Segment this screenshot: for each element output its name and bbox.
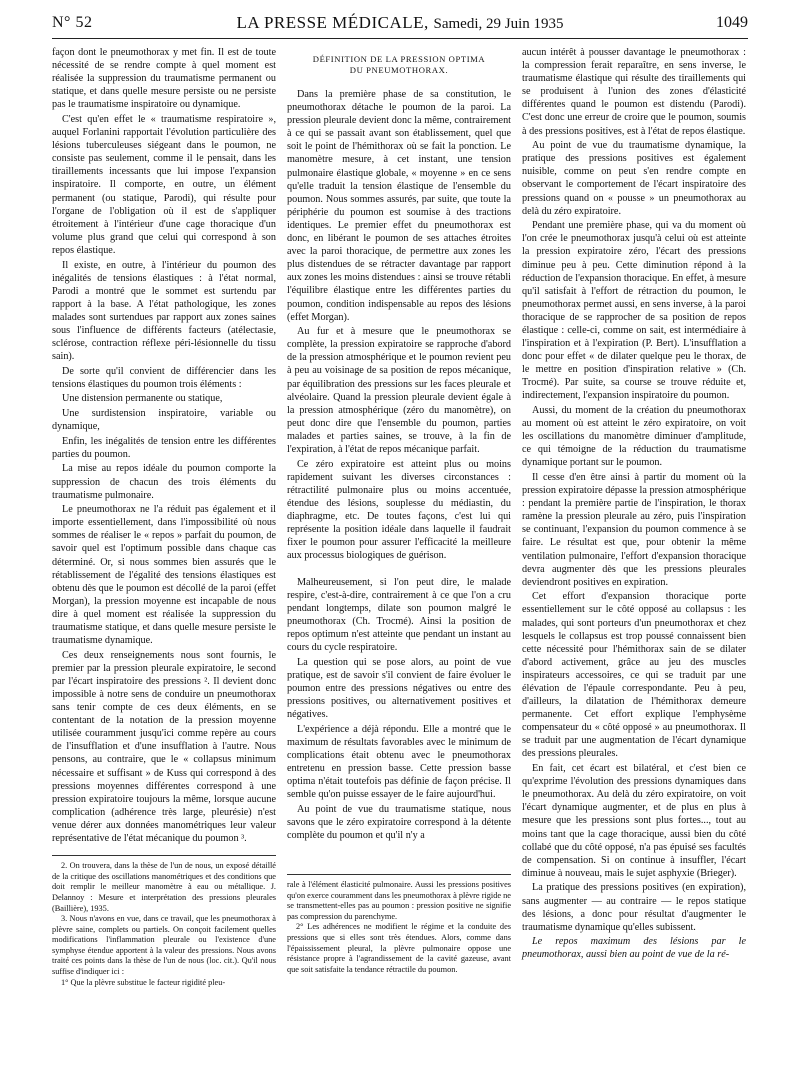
footnote: 2. On trouvera, dans la thèse de l'un de nous, un exposé détaillé de la critique des oscillations manométriques et des conditions que doit remplir le meilleur manomètre à eau ou métallique. J. Delannoy : Mesure et interprétation des pressions pleurales (Baillière), 1935. [52, 861, 276, 913]
page-header [52, 12, 748, 39]
footnote-divider [287, 874, 511, 875]
paragraph: La pratique des pressions positives (en expiration), sans augmenter — au contraire — le repos statique des lésions, a donc pour résultat d'augmenter le traumatisme dynamique qu'elles subissent. [522, 882, 746, 933]
footnotes-column-1 [52, 861, 276, 988]
paragraph: Au point de vue du traumatisme dynamique, la pratique des pressions positives est également nuisible, comme on peut s'en rendre compte en observant le comportement de l'écart inspiratoire des pressions quand on « pousse » un pneumothorax au delà du zéro expiratoire. [522, 140, 746, 217]
list-item: Une distension permanente ou statique, [62, 393, 223, 405]
paragraph: La mise au repos idéale du poumon comporte la suppression de chacun des trois éléments du traumatisme pulmonaire. [52, 463, 276, 501]
journal-name: LA PRESSE MÉDICALE, [236, 13, 429, 32]
section-title [287, 54, 511, 76]
paragraph: Pendant une première phase, qui va du moment où l'on crée le pneumothorax jusqu'à celui où est atteinte la pression expiratoire zéro, l'écart des pressions diminue peu à peu. Cette diminution répond à la réduction de l'expansion thoracique. En effet, à mesure qu'il satisfait à l'effort de rétraction du poumon, le pneumothorax permet aussi, en sens inverse, à la paroi thoracique de se rapprocher de sa position de repos élastique : celle-ci, comme on sait, est intermédiaire à l'inspiration et à l'expiration (P. Bert). L'insufflation a donc pour effet « de dilater quelque peu le thorax, de le mettre en position d'inspiration relative » (Ch. Trocmé). Par suite, sa course se trouve réduite et, indirectement, l'expansion inspiratoire du poumon. [522, 220, 746, 402]
paragraph: C'est qu'en effet le « traumatisme respiratoire », auquel Forlanini rapportait l'évolution particulière des lésions tuberculeuses siégeant dans le poumon, ne consiste pas seulement, comme il le pensait, dans les tiraillements incessants que lui impose l'expansion inspiratoire. Il comporte, en outre, un élément permanent (ou statique, Parodi), qui résulte pour l'organe de l'obligation où il est de s'appliquer étroitement à l'intérieur d'une cage thoracique d'un volume plus grand que celui qui correspond à son repos élastique. [52, 113, 276, 256]
paragraph: Au fur et à mesure que le pneumothorax se complète, la pression expiratoire se rapproche d'abord de la pression atmosphérique et le poumon revient peu à peu au voisinage de sa position de repos mécanique, par équilibration des pressions sur les faces pleurale et alvéolaire. Quand la pression pleurale devient égale à la pression atmosphérique (zéro du manomètre), on peut donc dire que l'ensemble du poumon, parties malades et parties saines, se trouve, à la fin de l'expiration, à l'état de repos mécanique parfait. [287, 326, 511, 456]
paragraph: Dans la première phase de sa constitution, le pneumothorax détache le poumon de la paroi. La pression pleurale devient donc la même, contrairement à ce qui se passait avant son établissement, quel que soit le point de l'hémithorax où se fait la ponction. Le manomètre mesure, à cet instant, une tension pulmonaire élastique globale, « moyenne » en ce sens qu'elle traduit la tension élastique de l'ensemble du poumon. Nous sommes assurés, par suite, que toute la périphérie du poumon est soumise à des tractions identiques. Le premier effet du pneumothorax est donc, en libérant le poumon de ses attaches étroites avec la paroi thoracique, de permettre aux zones les plus distendues de se rétracter davantage par rapport aux zones les moins distendues : ainsi se trouve rétabli l'équilibre élastique entre les différentes parties du poumon, condition indispensable au repos des lésions (effet Morgan). [287, 89, 511, 323]
list-item: Une surdistension inspiratoire, variable ou dynamique, [52, 408, 276, 433]
footnote: 2° Les adhérences ne modifient le régime et la conduite des pressions que si elles sont très étendues. Alors, comme dans l'épaississement pleural, la plèvre pulmonaire oppose une résistance propre à l'agrandissement de la cavité gazeuse, avant que soit satisfaite la tendance rétractile du poumon. [287, 922, 511, 974]
paragraph: Il existe, en outre, à l'intérieur du poumon des inégalités de tensions élastiques : à l'état normal, Parodi a montré que le sommet est surtendu par rapport à la base. A l'état pathologique, les zones malades sont surtendues par rapport aux zones saines sous l'influence de différents facteurs (atélectasie, sclérose, contraction réflexe péri-lésionnelle du tissu sain). [52, 259, 276, 363]
paragraph: De sorte qu'il convient de différencier dans les tensions élastiques du poumon trois éléments : [52, 365, 276, 390]
list-item: Enfin, les inégalités de tension entre les différentes parties du poumon. [52, 435, 276, 460]
footnotes-column-2 [287, 874, 511, 975]
paragraph: façon dont le pneumothorax y met fin. Il est de toute nécessité de se rendre compte à quel moment est réalisée la suppression du traumatisme permanent ou statique, et dans quelle mesure persiste ou ne persiste pas le traumatisme inspiratoire ou dynamique. [52, 47, 276, 111]
paragraph: Ces deux renseignements nous sont fournis, le premier par la pression pleurale expiratoire, le second par l'écart inspiratoire des pressions ². Il devient donc impossible à notre sens de conduire un pneumothorax sans tenir compte de ces deux éléments, en se contentant de la notation de la pression moyenne utilisée couramment jusqu'ici comme repère au cours de l'insufflation et d'une insufflation à l'autre. Nous pensons, au contraire, que le « collapsus minimum nécessaire et suffisant » de Kuss qui correspond à des pressions moyennes différentes correspond à une pression expiratoire toujours la même, lorsque aucune complication (adhérence très large, pleurésie) n'est venue dérer aux données manométriques leur valeur représentative de l'état mécanique du poumon ³. [52, 649, 276, 845]
paragraph: Le repos maximum des lésions par le pneumothorax, aussi bien au point de vue de la ré- [522, 936, 746, 961]
paragraph: Aussi, du moment de la création du pneumothorax au moment où est atteint le zéro expiratoire, on voit les oscillations du manomètre diminuer d'amplitude, ce qui témoigne de la réduction du traumatisme dynamique portant sur le poumon. [522, 405, 746, 469]
footnote: 3. Nous n'avons en vue, dans ce travail, que les pneumothorax à plèvre saine, complets ou partiels. On conçoit facilement quelles modifications l'inflammation pleurale ou l'existence d'une symphyse étendue apportent à la valeur des pressions. Nous avons traité ces points dans la thèse de l'un de nous (loc. cit.). Qu'il nous suffise d'indiquer ici : [52, 914, 276, 977]
paragraph: Malheureusement, si l'on peut dire, le malade respire, c'est-à-dire, contrairement à ce que l'on a cru pendant longtemps, dilate son poumon malgré le pneumothorax (Ch. Trocmé). Ainsi la position de repos optimum n'est atteinte que pendant un instant au cours du cycle respiratoire. [287, 576, 511, 654]
column-2 [287, 46, 511, 844]
column-1 [52, 46, 276, 988]
paragraph: En fait, cet écart est bilatéral, et c'est bien ce qu'exprime l'évolution des pressions dynamiques dans le pneumothorax. Au delà du zéro expiratoire, on voit l'écart dynamique augmenter, et de plus en plus à mesure que les pressions sont plus fortes..., tout au moins tant que la cage thoracique, aussi bien du côté collabé que du côté opposé, n'a pas épuisé ses facultés de compensation. Si on continue à insuffler, l'écart diminue à nouveau, mais le sujet asphyxie (Brieger). [522, 763, 746, 879]
paragraph: L'expérience a déjà répondu. Elle a montré que le maximum de résultats favorables avec le minimum de complications était obtenu avec le pneumothorax entretenu en pression basse. Cette pression basse optima n'était toutefois pas définie de façon précise. Il semble qu'on puisse essayer de le faire aujourd'hui. [287, 723, 511, 801]
issue-date: Samedi, 29 Juin 1935 [433, 16, 564, 32]
page-number: 1049 [716, 14, 748, 31]
issue-number: N° 52 [52, 14, 93, 31]
paragraph: Le pneumothorax ne l'a réduit pas également et il importe essentiellement, dans l'impossibilité où nous sommes de réaliser le « repos » parfait du poumon, de savoir quel est l'optimum possible dans chaque cas déterminé. Or, si nous sommes bien assurés que le rétablissement de l'égalité des tensions élastiques est obtenu dès que le poumon est décollé de la paroi (effet Morgan), la pression moyenne est incapable de nous dire à quel moment est réalisée la suppression du traumatisme statique, et dans quelle mesure persiste le traumatisme dynamique. [52, 504, 276, 647]
journal-title [52, 13, 748, 33]
section-title-line-2: DU PNEUMOTHORAX. [349, 65, 449, 75]
column-3 [522, 46, 746, 963]
paragraph: La question qui se pose alors, au point de vue pratique, est de savoir s'il convient de faire évoluer le poumon entre des pressions négatives ou entre des pressions positives, ou alternativement positives et négatives. [287, 656, 511, 721]
paragraph: Il cesse d'en être ainsi à partir du moment où la pression expiratoire dépasse la pression atmosphérique : pendant la première partie de l'inspiration, le thorax ramène la pression pleurale au zéro, puis l'inspiration se continuant, l'expansion du poumon commence à se faire. Le résultat est que, pour obtenir la même ventilation pulmonaire, l'effort d'expansion thoracique devra augmenter dès que les pressions pleurales deviendront positives en expiration. [522, 472, 746, 588]
paragraph: Ce zéro expiratoire est atteint plus ou moins rapidement suivant les diverses circonstances : rétractilité pulmonaire plus ou moins accentuée, étendue des lésions, souplesse du médiastin, du diaphragme, etc. De toutes façons, c'est lui qui représente la position idéale dans laquelle il faudrait fixer le poumon pour assurer l'efficacité la meilleure aux processus biologiques de guérison. [287, 458, 511, 562]
section-title-line-1: DÉFINITION DE LA PRESSION OPTIMA [312, 54, 486, 64]
footnote-divider [52, 855, 276, 856]
paragraph: Au point de vue du traumatisme statique, nous savons que le zéro expiratoire correspond à la détente complète du poumon et qu'il n'y a [287, 803, 511, 842]
paragraph: Cet effort d'expansion thoracique porte essentiellement sur le côté opposé au collapsus : les malades, qui sont porteurs d'un pneumothorax et chez lesquels le collapsus est trop poussé connaissent bien cette nécessité pour l'hémithorax sain de se dilater d'abord activement, grâce au jeu des muscles inspirateurs accessoires, ce qui se traduit par une élévation de l'épaule correspondante. Peu à peu, d'ailleurs, la dilatation de l'hémithorax demeure permanente. Cet effort explique l'emphysème compensateur du « côté opposé » au pneumothorax. Il se traduit par une augmentation de l'écart dynamique des pressions pleurales. [522, 591, 746, 760]
footnote: 1° Que la plèvre substitue le facteur rigidité pleu- [61, 977, 226, 987]
paragraph: aucun intérêt à pousser davantage le pneumothorax : la compression ferait reparaître, en sens inverse, le traumatisme élastique qui résulte des tiraillements qui se produisent à l'union des zones d'élasticité différentes quand le poumon est distendu (Parodi). C'est donc une erreur de croire que le poumon, soumis à des pressions positives, est à l'état de repos élastique. [522, 47, 746, 137]
spacer [287, 564, 511, 576]
footnote: rale à l'élément élasticité pulmonaire. Aussi les pressions positives qu'on exerce couramment dans les pneumothorax à plèvre rigide ne se transmettent-elles pas au poumon : pression positive ne signifie pas compression du parenchyme. [287, 880, 511, 921]
